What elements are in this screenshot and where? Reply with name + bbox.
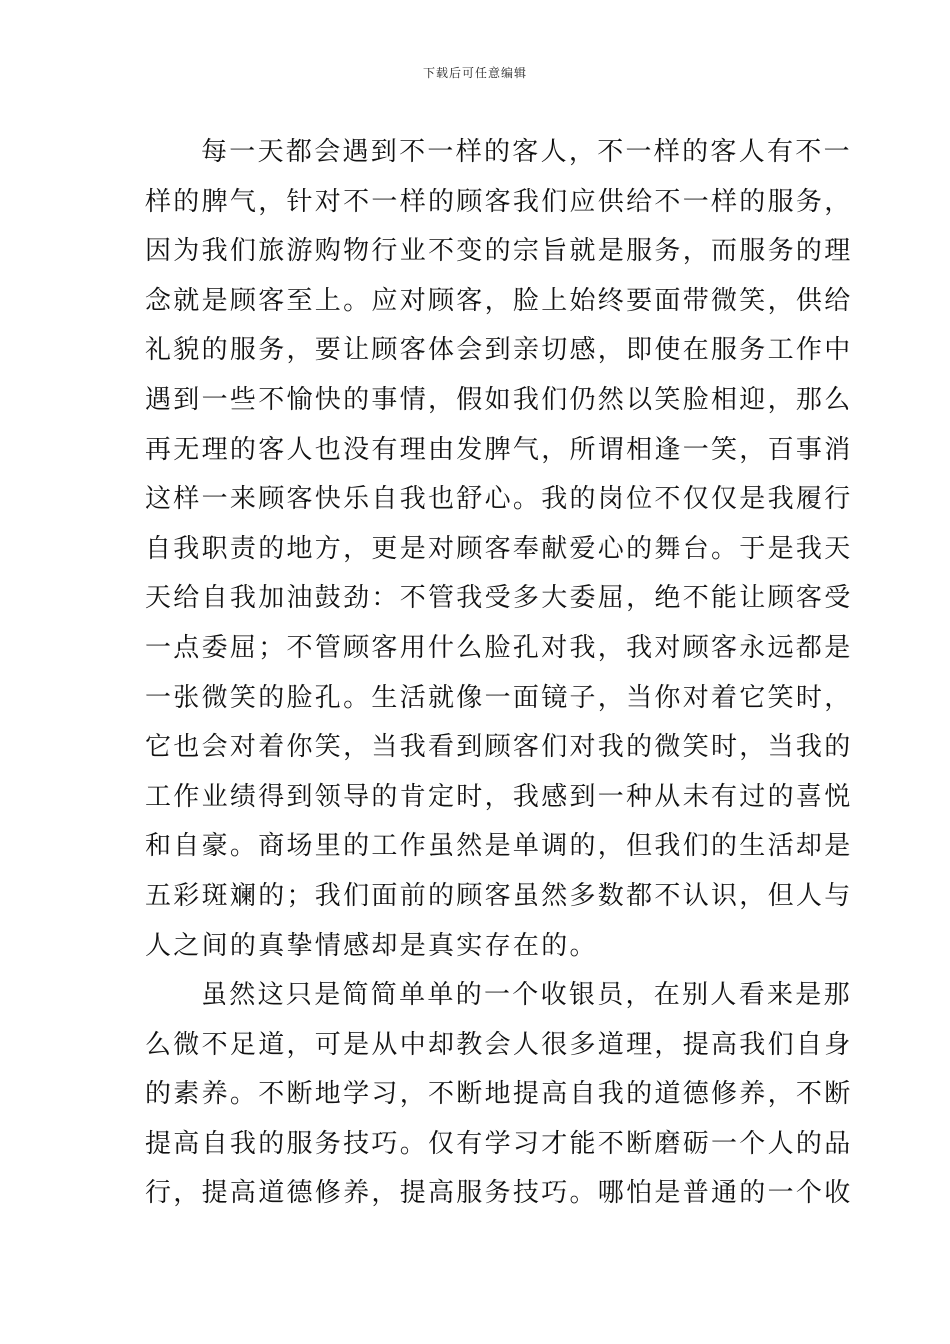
paragraph-line: 天给自我加油鼓劲：不管我受多大委屈，绝不能让顾客受 — [145, 583, 853, 614]
paragraph-line: 这样一来顾客快乐自我也舒心。我的岗位不仅仅是我履行 — [145, 484, 853, 515]
paragraph-line: 虽然这只是简简单单的一个收银员，在别人看来是那 — [201, 980, 852, 1011]
page-header: 下载后可任意编辑 — [422, 66, 527, 80]
paragraph-line: 和自豪。商场里的工作虽然是单调的，但我们的生活却是 — [145, 831, 853, 862]
paragraph-line: 因为我们旅游购物行业不变的宗旨就是服务，而服务的理 — [145, 236, 853, 267]
paragraph-line: 一张微笑的脸孔。生活就像一面镜子，当你对着它笑时， — [145, 682, 853, 713]
paragraph-line: 礼貌的服务，要让顾客体会到亲切感，即使在服务工作中 — [145, 335, 853, 366]
paragraph-line: 行，提高道德修养，提高服务技巧。哪怕是普通的一个收 — [145, 1178, 853, 1209]
paragraph-line: 人之间的真挚情感却是真实存在的。 — [145, 930, 598, 961]
paragraph-line: 遇到一些不愉快的事情，假如我们仍然以笑脸相迎，那么 — [145, 384, 853, 415]
paragraph-line: 每一天都会遇到不一样的客人，不一样的客人有不一 — [201, 137, 852, 167]
paragraph-line: 一点委屈；不管顾客用什么脸孔对我，我对顾客永远都是 — [145, 632, 853, 663]
paragraph-line: 再无理的客人也没有理由发脾气，所谓相逢一笑，百事消 — [145, 434, 853, 465]
paragraph-line: 工作业绩得到领导的肯定时，我感到一种从未有过的喜悦 — [145, 781, 853, 812]
paragraph-line: 自我职责的地方，更是对顾客奉献爱心的舞台。于是我天 — [145, 533, 853, 564]
paragraph-line: 它也会对着你笑，当我看到顾客们对我的微笑时，当我的 — [145, 732, 853, 763]
paragraph-line: 样的脾气，针对不一样的顾客我们应供给不一样的服务， — [145, 186, 853, 217]
paragraph-line: 的素养。不断地学习，不断地提高自我的道德修养，不断 — [145, 1079, 853, 1110]
paragraph-line: 五彩斑斓的；我们面前的顾客虽然多数都不认识，但人与 — [145, 880, 853, 911]
paragraph-line: 念就是顾客至上。应对顾客，脸上始终要面带微笑，供给 — [145, 285, 853, 316]
document-body — [145, 128, 853, 1219]
paragraph-line: 提高自我的服务技巧。仅有学习才能不断磨砺一个人的品 — [145, 1128, 853, 1159]
paragraph-line: 么微不足道，可是从中却教会人很多道理，提高我们自身 — [145, 1029, 853, 1060]
